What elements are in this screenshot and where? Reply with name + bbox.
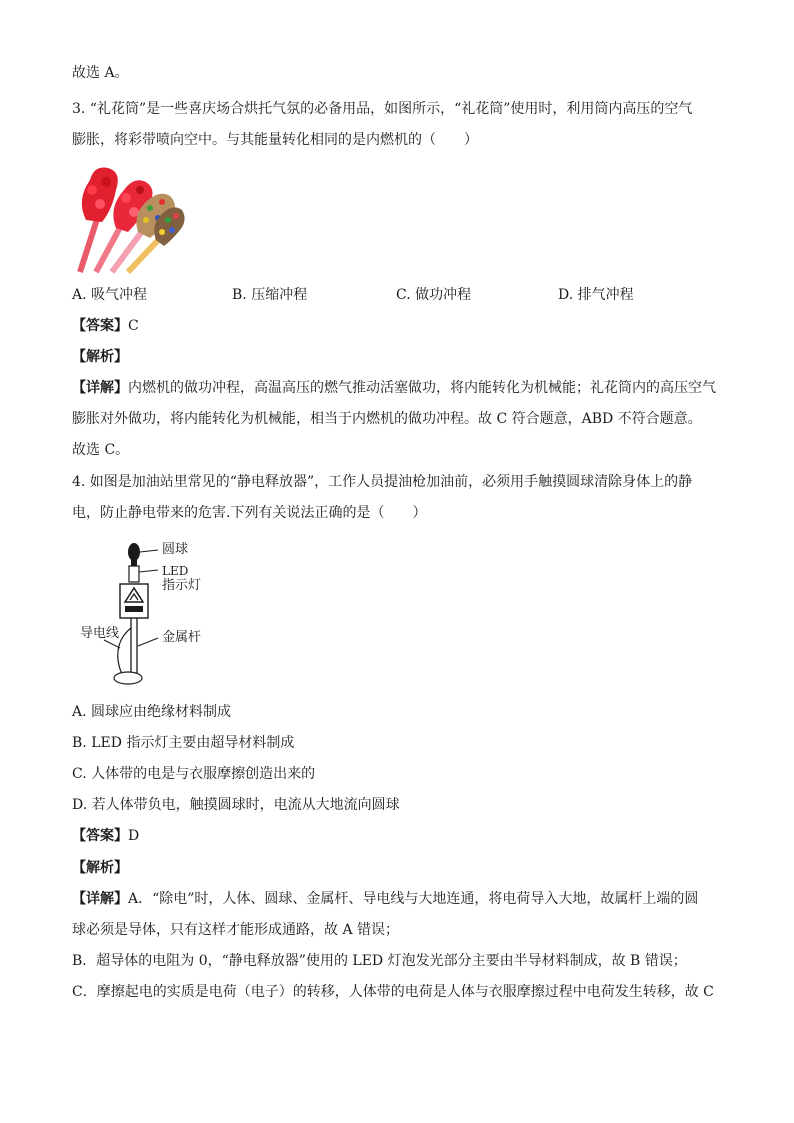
answer-tag: 【答案】 bbox=[72, 828, 128, 844]
detail-tag: 【详解】 bbox=[72, 380, 128, 396]
q3-option-d: D. 排气冲程 bbox=[558, 287, 634, 303]
q3-analysis-tag: 【解析】 bbox=[72, 349, 128, 365]
q4-option-a: A. 圆球应由绝缘材料制成 bbox=[72, 704, 232, 720]
q4-option-b: B. LED 指示灯主要由超导材料制成 bbox=[72, 735, 295, 751]
q4-analysis-tag: 【解析】 bbox=[72, 860, 128, 876]
static-discharger-figure bbox=[76, 536, 226, 690]
q3-detail-line2: 膨胀对外做功，将内能转化为机械能，相当于内燃机的做功冲程。故 C 符合题意，ABD 不符合题意。 bbox=[72, 411, 702, 427]
label-indicator: 指示灯 bbox=[162, 578, 202, 593]
q3-answer bbox=[72, 316, 139, 336]
q4-detail-line1 bbox=[72, 889, 698, 909]
label-wire: 导电线 bbox=[80, 626, 120, 641]
label-rod: 金属杆 bbox=[162, 630, 202, 645]
detail-text: 内燃机的做功冲程，高温高压的燃气推动活塞做功，将内能转化为机械能；礼花筒内的高压空气 bbox=[128, 380, 716, 396]
q3-option-a: A. 吸气冲程 bbox=[72, 287, 148, 303]
prev-conclusion: 故选 A。 bbox=[72, 65, 129, 81]
q3-conclusion: 故选 C。 bbox=[72, 442, 130, 458]
label-ball: 圆球 bbox=[162, 542, 189, 557]
q3-stem-line1: 3. “礼花筒”是一些喜庆场合烘托气氛的必备用品，如图所示，“礼花筒”使用时，利用筒内高压的空气 bbox=[72, 101, 693, 117]
ball-neck bbox=[131, 560, 137, 566]
q4-stem-line1: 4. 如图是加油站里常见的“静电释放器”，工作人员提油枪加油前，必须用手触摸圆球清除身体上的静 bbox=[72, 474, 693, 490]
label-led: LED bbox=[162, 564, 189, 578]
detail-tag: 【详解】 bbox=[72, 891, 128, 907]
answer-value: C bbox=[128, 318, 139, 334]
q3-stem-line2: 膨胀，将彩带喷向空中。与其能量转化相同的是内燃机的（ ） bbox=[72, 132, 478, 148]
popper-stick-1 bbox=[80, 168, 118, 273]
q3-option-c: C. 做功冲程 bbox=[396, 287, 472, 303]
q4-detail-line4: C．摩擦起电的实质是电荷（电子）的转移，人体带的电荷是人体与衣服摩擦过程中电荷发生转移，故 C bbox=[72, 984, 714, 1000]
q4-answer bbox=[72, 826, 139, 846]
q4-stem-line2: 电，防止静电带来的危害.下列有关说法正确的是（ ） bbox=[72, 505, 427, 521]
led-light bbox=[129, 566, 139, 582]
ground-base bbox=[114, 672, 142, 684]
ball bbox=[128, 543, 140, 561]
q3-option-b: B. 压缩冲程 bbox=[232, 287, 308, 303]
q4-detail-line3: B．超导体的电阻为 0，“静电释放器”使用的 LED 灯泡发光部分主要由半导材料制成，故 B 错误； bbox=[72, 953, 687, 969]
q4-detail-line2: 球必须是导体，只有这样才能形成通路，故 A 错误； bbox=[72, 922, 400, 938]
answer-tag: 【答案】 bbox=[72, 318, 128, 334]
ground-wire bbox=[118, 628, 131, 678]
q4-option-c: C. 人体带的电是与衣服摩擦创造出来的 bbox=[72, 766, 316, 782]
q4-option-d: D. 若人体带负电，触摸圆球时，电流从大地流向圆球 bbox=[72, 797, 400, 813]
q3-detail-line1 bbox=[72, 378, 716, 398]
answer-value: D bbox=[128, 828, 140, 844]
party-popper-figure bbox=[72, 160, 186, 274]
detail-text: A．“除电”时，人体、圆球、金属杆、导电线与大地连通，将电荷导入大地，故属杆上端的圆 bbox=[128, 891, 699, 907]
